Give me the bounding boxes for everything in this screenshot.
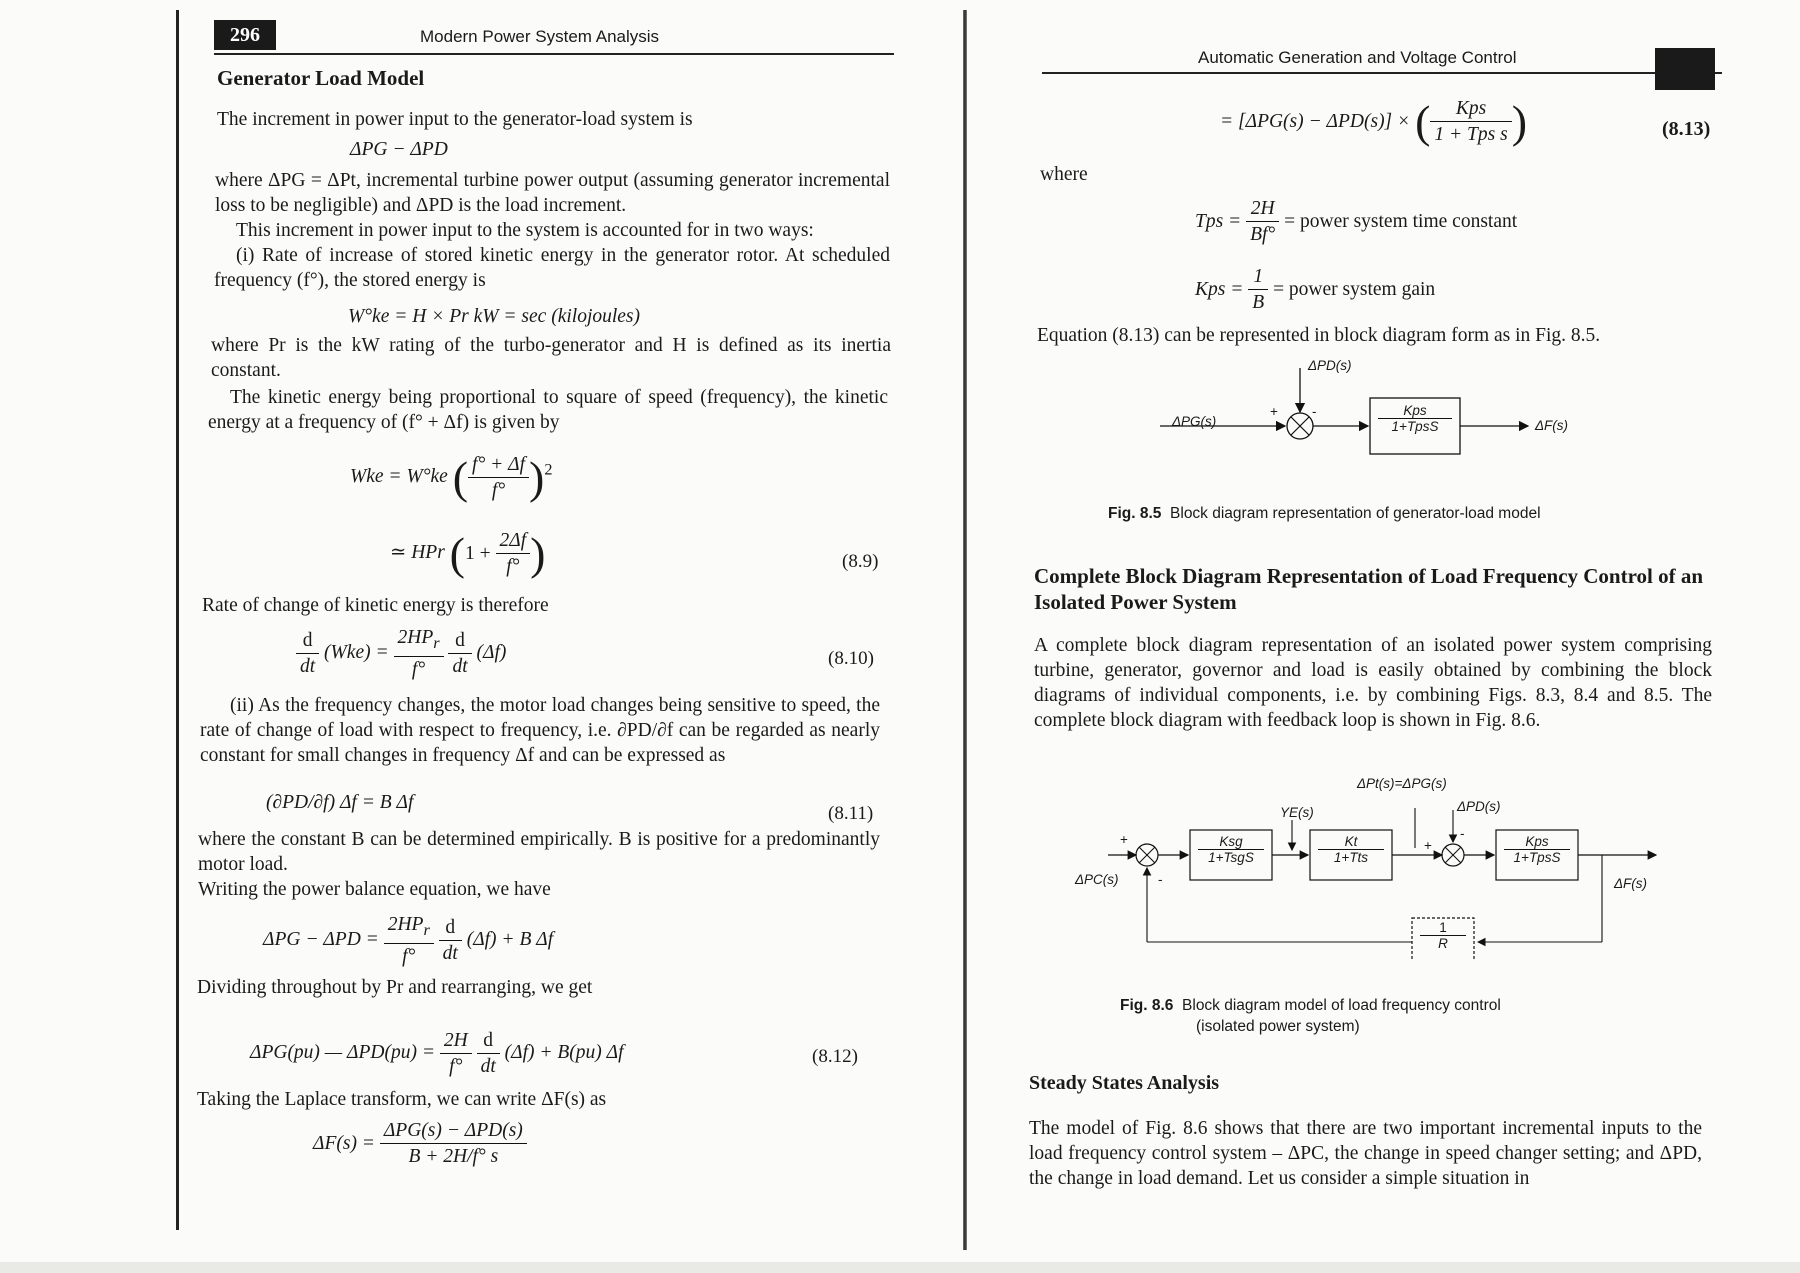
eq-wke-lhs: Wke = W°ke xyxy=(350,465,448,487)
eq-8-12: ΔPG(pu) — ΔPD(pu) = $\frac{2H}{f^\circ}$ $\frac{d}{dt}$ (Δf) + B(pu) Δf xyxy=(250,1030,624,1077)
para-ii: (ii) As the frequency changes, the motor load changes being sensitive to speed, the rate of change of load with respect to frequency, i.e. ∂PD/∂f can be regarded as nearly constant for small changes in frequency Δf and can be expressed as xyxy=(200,695,880,766)
left-running-header: Modern Power System Analysis xyxy=(420,27,660,46)
eq-approx-lhs: ≃ HPr xyxy=(390,541,445,563)
fig86-block-governor xyxy=(1190,834,1272,865)
fig86-pd-label: ΔPD(s) xyxy=(1457,799,1501,814)
fig86-caption-line2: (isolated power system) xyxy=(1196,1018,1360,1035)
para-complete: A complete block diagram representation of an isolated power system comprising turbine, generator, governor and load is easily obtained by combining the block diagrams of individual components, i.e. by combining Figs. 8.3, 8.4 and 8.5. The complete block diagram with feedback loop is shown in Fig. 8.6. xyxy=(1034,635,1712,731)
eq-approx-num: 2Δf xyxy=(496,528,531,554)
eq-laplace-num: ΔPG(s) − ΔPD(s) xyxy=(380,1118,527,1144)
section-heading-generator-load: Generator Load Model xyxy=(217,66,425,90)
fig86-fb-den: R xyxy=(1438,936,1448,951)
eq-laplace-den: B + 2H/f° s xyxy=(408,1146,499,1167)
fig85-minus: - xyxy=(1312,404,1317,419)
para-laplace: Taking the Laplace transform, we can write ΔF(s) as xyxy=(197,1089,607,1110)
fig86-b3-num: Kps xyxy=(1504,834,1570,850)
fig85-input-top: ΔPD(s) xyxy=(1308,358,1352,373)
left-page-edge xyxy=(176,10,179,1230)
para-dividing: Dividing throughout by Pr and rearranging, we get xyxy=(197,977,593,998)
fig86-fb-num: 1 xyxy=(1420,920,1466,936)
para-where-1: where ΔPG = ΔPt, incremental turbine power output (assuming generator incremental loss to be negligible) and ΔPD is the load increment. xyxy=(215,170,890,216)
fig85-block-den: 1+TpsS xyxy=(1391,419,1439,434)
fig85-block xyxy=(1370,403,1460,434)
fig86-block-power-system xyxy=(1496,834,1578,865)
eq-increment: ΔPG − ΔPD xyxy=(350,139,448,160)
fig86-caption xyxy=(1120,995,1501,1037)
eq-813-num: Kps xyxy=(1430,96,1511,122)
fig86-b1-den: 1+TsgS xyxy=(1208,850,1254,865)
fig86-top-label: ΔPt(s)=ΔPG(s) xyxy=(1357,776,1447,791)
para-i: (i) Rate of increase of stored kinetic energy in the generator rotor. At scheduled frequency (f°), the stored energy is xyxy=(214,245,890,291)
para-eq-813: Equation (8.13) can be represented in block diagram form as in Fig. 8.5. xyxy=(1037,325,1601,346)
fig86-caption-line1: Block diagram model of load frequency control xyxy=(1182,997,1501,1014)
para-rate: Rate of change of kinetic energy is therefore xyxy=(202,595,549,616)
scan-bottom-band xyxy=(0,1262,1800,1273)
eq-8-10: $\frac{d}{dt}$ (Wke) = $\frac{2HP_r}{f^\circ}$ $\frac{d}{dt}$ (Δf) xyxy=(296,625,506,682)
fig86-b2-den: 1+Tts xyxy=(1333,850,1369,865)
fig85-output: ΔF(s) xyxy=(1535,418,1569,433)
para-increment: The increment in power input to the generator-load system is xyxy=(217,109,693,130)
tps-num: 2H xyxy=(1246,196,1279,222)
heading-complete-block: Complete Block Diagram Representation of Load Frequency Control of an Isolated Power System xyxy=(1034,564,1704,614)
right-header-rule xyxy=(1042,72,1722,74)
para-kinetic: The kinetic energy being proportional to square of speed (frequency), the kinetic energy at a frequency of (f° + Δf) is given by xyxy=(208,387,888,433)
fig86-b1-num: Ksg xyxy=(1198,834,1264,850)
eq-laplace-lhs: ΔF(s) = xyxy=(313,1133,375,1154)
eq-812-lhs: ΔPG(pu) — ΔPD(pu) = xyxy=(250,1041,435,1063)
book-spine xyxy=(963,10,967,1250)
eq-number-8-11: (8.11) xyxy=(828,803,874,824)
eq-8-13: = [ΔPG(s) − ΔPD(s)] × ( $\frac{\text{Kps}}{\text{1 + Tps s}}$ ) xyxy=(1220,96,1528,147)
eq-balance: ΔPG − ΔPD = $\frac{2HP_r}{f^\circ}$ $\frac{d}{dt}$ (Δf) + B Δf xyxy=(263,914,554,967)
eq-number-8-9: (8.9) xyxy=(842,551,879,572)
eq-812-rhs: (Δf) + B(pu) Δf xyxy=(504,1041,624,1063)
fig85-input-left: ΔPG(s) xyxy=(1172,414,1217,429)
eq-wke: Wke = W°ke ( $\frac{f^\circ + \Delta f}{f^\circ}$ )$^2$ xyxy=(350,452,553,503)
fig85-plus: + xyxy=(1270,404,1278,419)
kps-num: 1 xyxy=(1248,264,1268,290)
eq-balance-rhs: (Δf) + B Δf xyxy=(466,928,554,950)
fig86-pc-label: ΔPC(s) xyxy=(1075,872,1119,887)
eq-813-lhs: = [ΔPG(s) − ΔPD(s)] × xyxy=(1220,111,1411,132)
right-running-header: Automatic Generation and Voltage Control xyxy=(1198,48,1517,67)
eq-stored-energy: W°ke = H × Pr kW = sec (kilojoules) xyxy=(348,306,641,327)
fig86-b3-den: 1+TpsS xyxy=(1513,850,1561,865)
para-steady: The model of Fig. 8.6 shows that there are two important incremental inputs to the load frequency control system – ΔPC, the change in speed changer setting; and ΔPD, the change in load demand. Let us consider a simple situation in xyxy=(1029,1118,1702,1189)
eq-wke-den: f° xyxy=(491,480,506,501)
para-writing: Writing the power balance equation, we have xyxy=(198,879,551,900)
fig86-b2-num: Kt xyxy=(1318,834,1384,850)
eq-8-11: (∂PD/∂f) Δf = B Δf xyxy=(266,792,414,813)
kps-desc: = power system gain xyxy=(1273,279,1436,300)
fig-8-6-lines xyxy=(1070,780,1670,960)
fig86-minus-1: - xyxy=(1158,872,1163,887)
tps-desc: = power system time constant xyxy=(1284,211,1518,232)
eq-810-rhs: (Δf) xyxy=(476,641,507,663)
eq-approx: ≃ HPr (1 + $\frac{2\Delta f}{f^\circ}$ ) xyxy=(390,528,546,579)
fig85-block-num: Kps xyxy=(1378,403,1452,419)
fig86-plus-1: + xyxy=(1120,832,1128,847)
eq-balance-lhs: ΔPG − ΔPD = xyxy=(263,928,379,950)
chapter-tab xyxy=(1655,48,1715,90)
eq-813-den: 1 + Tps s xyxy=(1434,124,1508,145)
fig85-caption-text: Block diagram representation of generator-load model xyxy=(1170,505,1541,522)
fig86-block-feedback xyxy=(1412,920,1474,951)
left-header-rule xyxy=(214,53,894,55)
fig86-block-turbine xyxy=(1310,834,1392,865)
para-where-3: where the constant B can be determined empirically. B is positive for a predominantly motor load. xyxy=(198,829,880,875)
eq-tps xyxy=(1195,196,1517,247)
para-where-2: where Pr is the kW rating of the turbo-generator and H is defined as its inertia constant. xyxy=(211,335,891,381)
fig86-ye-label: YE(s) xyxy=(1280,805,1314,820)
kps-den: B xyxy=(1252,292,1265,313)
tps-den: Bf° xyxy=(1250,224,1276,245)
fig85-caption xyxy=(1108,505,1541,523)
eq-number-8-10: (8.10) xyxy=(828,648,874,669)
eq-810-lhs: (Wke) = xyxy=(324,641,389,663)
fig85-caption-label: Fig. 8.5 xyxy=(1108,505,1162,522)
eq-number-8-12: (8.12) xyxy=(812,1046,858,1067)
eq-number-8-13: (8.13) xyxy=(1662,118,1711,140)
fig86-plus-2: + xyxy=(1424,838,1432,853)
eq-kps xyxy=(1195,264,1435,315)
fig86-minus-2: - xyxy=(1460,826,1465,841)
para-accounted: This increment in power input to the system is accounted for in two ways: xyxy=(236,220,814,241)
kps-lhs: Kps = xyxy=(1195,279,1244,300)
where-label: where xyxy=(1040,164,1088,185)
fig86-caption-label: Fig. 8.6 xyxy=(1120,997,1174,1014)
tps-lhs: Tps = xyxy=(1195,211,1242,232)
page-number-badge: 296 xyxy=(214,20,276,50)
heading-steady-state: Steady States Analysis xyxy=(1029,1072,1220,1094)
eq-wke-num: f° + Δf xyxy=(468,452,529,478)
eq-laplace xyxy=(313,1118,527,1169)
fig86-output: ΔF(s) xyxy=(1614,876,1648,891)
eq-approx-den: f° xyxy=(506,556,520,577)
